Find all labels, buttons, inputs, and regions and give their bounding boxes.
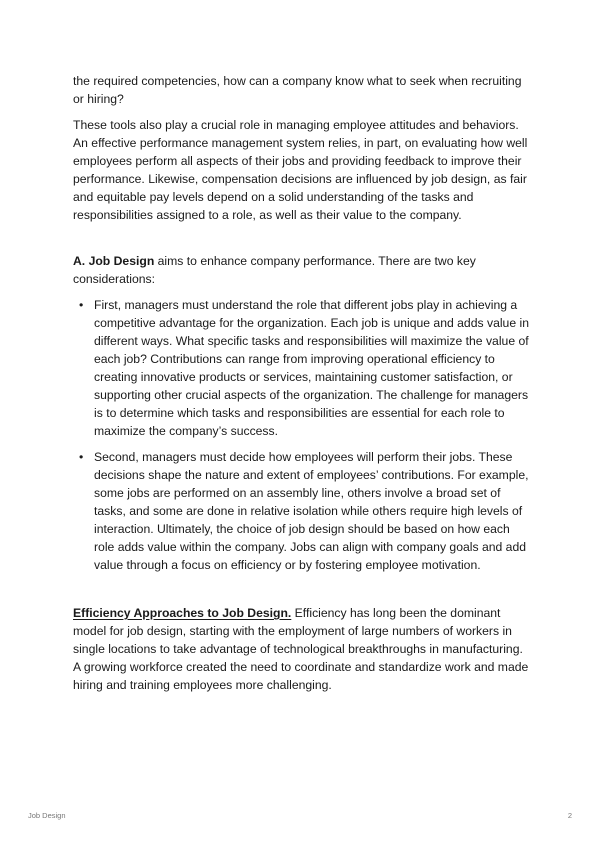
efficiency-text: Efficiency has long been the dominant model for job design, starting with the employment of large numbers of workers in single locations to take advantage of technological breakthroughs in manufacturing. A growing workforce created the need to coordinate and standardize work and made hiring and training employees more challenging. — [73, 606, 529, 692]
page-content — [73, 72, 531, 702]
efficiency-heading: Efficiency Approaches to Job Design. — [73, 606, 292, 620]
bullet-icon: • — [79, 298, 84, 312]
section-a-paragraph — [73, 252, 531, 288]
list-item — [79, 448, 531, 574]
bullet-icon: • — [79, 450, 84, 464]
page-number: 2 — [567, 811, 572, 820]
considerations-list — [73, 296, 531, 574]
paragraph-tools: These tools also play a crucial role in managing employee attitudes and behaviors. An effective performance management system relies, in part, on evaluating how well employees perform all aspects of their jobs and providing feedback to improve their performance. Likewise, compensation decisions are influenced by job design, as fair and equitable pay levels depend on a solid understanding of the tasks and responsibilities assigned to a role, as well as their value to the company. — [73, 118, 528, 222]
list-item — [79, 296, 531, 440]
paragraph-continued: the required competencies, how can a company know what to seek when recruiting or hiring? — [73, 74, 522, 106]
section-a-text: aims to enhance company performance. There are two key considerations: — [73, 254, 476, 286]
list-item-text: Second, managers must decide how employees will perform their jobs. These decisions shape the nature and extent of employees’ contributions. For example, some jobs are performed on an assembly line, others involve a broad set of tasks, and some are done in relative isolation while others require high levels of interaction. Ultimately, the choice of job design should be based on how each role adds value within the company. Jobs can align with company goals and add value through a focus on efficiency or by fostering employee motivation. — [94, 450, 529, 572]
footer-title: Job Design — [28, 811, 66, 820]
efficiency-paragraph — [73, 604, 531, 694]
list-item-text: First, managers must understand the role that different jobs play in achieving a competitive advantage for the organization. Each job is unique and adds value in different ways. What specific tasks and responsibilities will maximize the value of each job? Contributions can range from improving operational efficiency to creating innovative products or services, maintaining customer satisfaction, or supporting other crucial aspects of the organization. The challenge for managers is to determine which tasks and responsibilities are essential for each role to maximize the company’s success. — [94, 298, 529, 438]
section-a-heading: A. Job Design — [73, 254, 155, 268]
